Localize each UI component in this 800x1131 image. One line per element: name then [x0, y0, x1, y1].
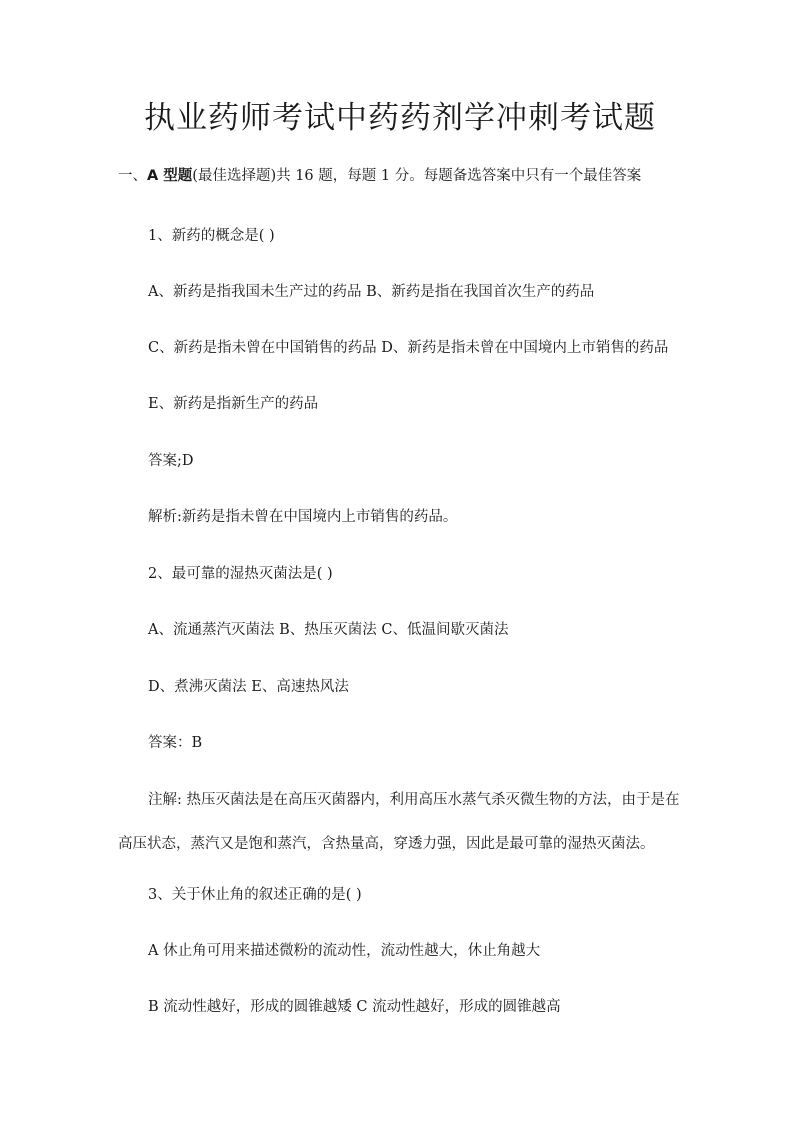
question-1-option-e: E、新药是指新生产的药品 [148, 396, 319, 412]
question-1-answer: 答案;D [148, 453, 194, 469]
section-heading [118, 165, 641, 187]
question-2-options-abc: A、流通蒸汽灭菌法 B、热压灭菌法 C、低温间歇灭菌法 [148, 622, 509, 638]
question-2-options-de: D、煮沸灭菌法 E、高速热风法 [148, 679, 349, 695]
question-1-options-cd: C、新药是指未曾在中国销售的药品 D、新药是指未曾在中国境内上市销售的药品 [148, 340, 669, 356]
question-2-answer: 答案：B [148, 735, 203, 751]
question-2: 2、最可靠的湿热灭菌法是( ) [148, 566, 333, 582]
section-description: (最佳选择题)共 16 题，每题 1 分。每题备选答案中只有一个最佳答案 [192, 168, 642, 184]
question-3: 3、关于休止角的叙述正确的是( ) [148, 887, 362, 903]
document-title: 执业药师考试中药药剂学冲刺考试题 [144, 100, 656, 136]
question-1-explanation: 解析:新药是指未曾在中国境内上市销售的药品。 [148, 509, 458, 525]
question-3-option-a: A 休止角可用来描述微粉的流动性，流动性越大，休止角越大 [148, 943, 541, 959]
section-prefix: 一、 [118, 168, 147, 184]
section-type: A 型题 [147, 168, 193, 184]
question-2-note: 注解: 热压灭菌法是在高压灭菌器内，利用高压水蒸气杀灭微生物的方法，由于是在高压状态，蒸汽又是饱和蒸汽，含热量高，穿透力强，因此是最可靠的湿热灭菌法。 [118, 792, 680, 852]
question-1-options-ab: A、新药是指我国未生产过的药品 B、新药是指在我国首次生产的药品 [148, 284, 595, 300]
question-3-options-bc: B 流动性越好，形成的圆锥越矮 C 流动性越好，形成的圆锥越高 [148, 999, 561, 1015]
question-1: 1、新药的概念是( ) [148, 228, 275, 244]
